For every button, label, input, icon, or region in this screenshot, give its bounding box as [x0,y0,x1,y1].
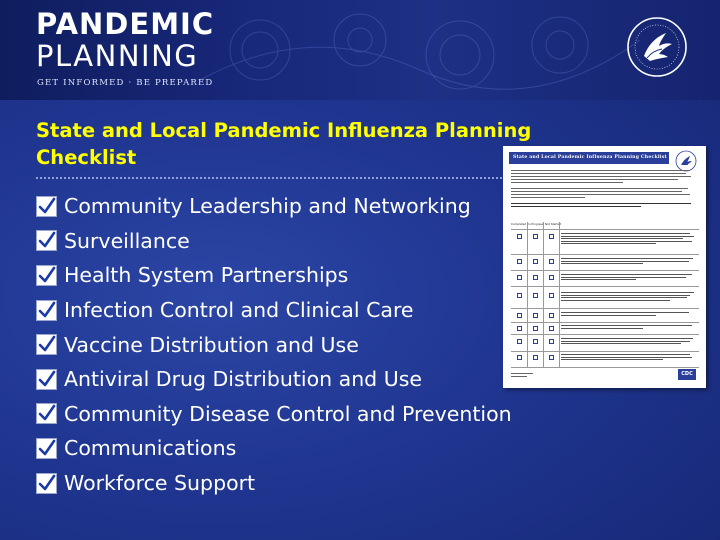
checklist-item [36,397,512,432]
checkmark-icon [36,334,57,355]
checklist-item [36,258,512,293]
checkmark-icon [36,265,57,286]
checklist-item-label: Health System Partnerships [64,263,349,288]
checkmark-icon [36,300,57,321]
checkmark-icon [36,196,57,217]
document-grid-line [511,229,699,230]
document-heading: State and Local Pandemic Influenza Planning Checklist [509,152,669,164]
logo-pandemic: PANDEMIC [36,7,215,41]
checklist-document-thumbnail [503,146,706,388]
document-footer [511,372,533,377]
logo-planning: PLANNING [36,39,199,73]
checklist-item-label: Communications [64,436,237,461]
checklist-item [36,189,512,224]
cdc-logo: CDC [678,369,696,380]
checklist-item-label: Workforce Support [64,471,256,496]
column-not-started: Not Started [545,222,562,226]
checkmark-icon [36,438,57,459]
checkmark-icon [36,369,57,390]
checklist-item [36,327,512,362]
checklist-item-label: Antiviral Drug Distribution and Use [64,367,423,392]
header-banner [0,0,720,100]
hhs-eagle-seal-icon [626,16,688,78]
checklist-item-label: Infection Control and Clinical Care [64,298,414,323]
checklist-item [36,293,512,328]
checklist [36,189,512,500]
checklist-item-label: Surveillance [64,228,190,253]
document-grid-line [543,222,544,367]
checkmark-icon [36,403,57,424]
document-grid-line [559,222,560,367]
document-grid-line [527,222,528,367]
checklist-item [36,466,512,501]
document-column-headers [511,222,699,228]
checklist-item-label: Community Leadership and Networking [64,194,471,219]
checklist-item-label: Community Disease Control and Prevention [64,401,512,426]
checkmark-icon [36,230,57,251]
logo-tagline: GET INFORMED · BE PREPARED [37,78,214,88]
banner-pattern [200,0,640,100]
checklist-item [36,224,512,259]
checklist-item [36,431,512,466]
column-completed: Completed [511,222,527,226]
hhs-seal-icon [675,150,697,172]
checkmark-icon [36,473,57,494]
slide-title: State and Local Pandemic Influenza Planning Checklist [36,119,532,169]
checklist-item-label: Vaccine Distribution and Use [64,332,359,357]
column-in-progress: In Progress [528,222,544,226]
document-intro-text [511,170,697,209]
checklist-item [36,362,512,397]
